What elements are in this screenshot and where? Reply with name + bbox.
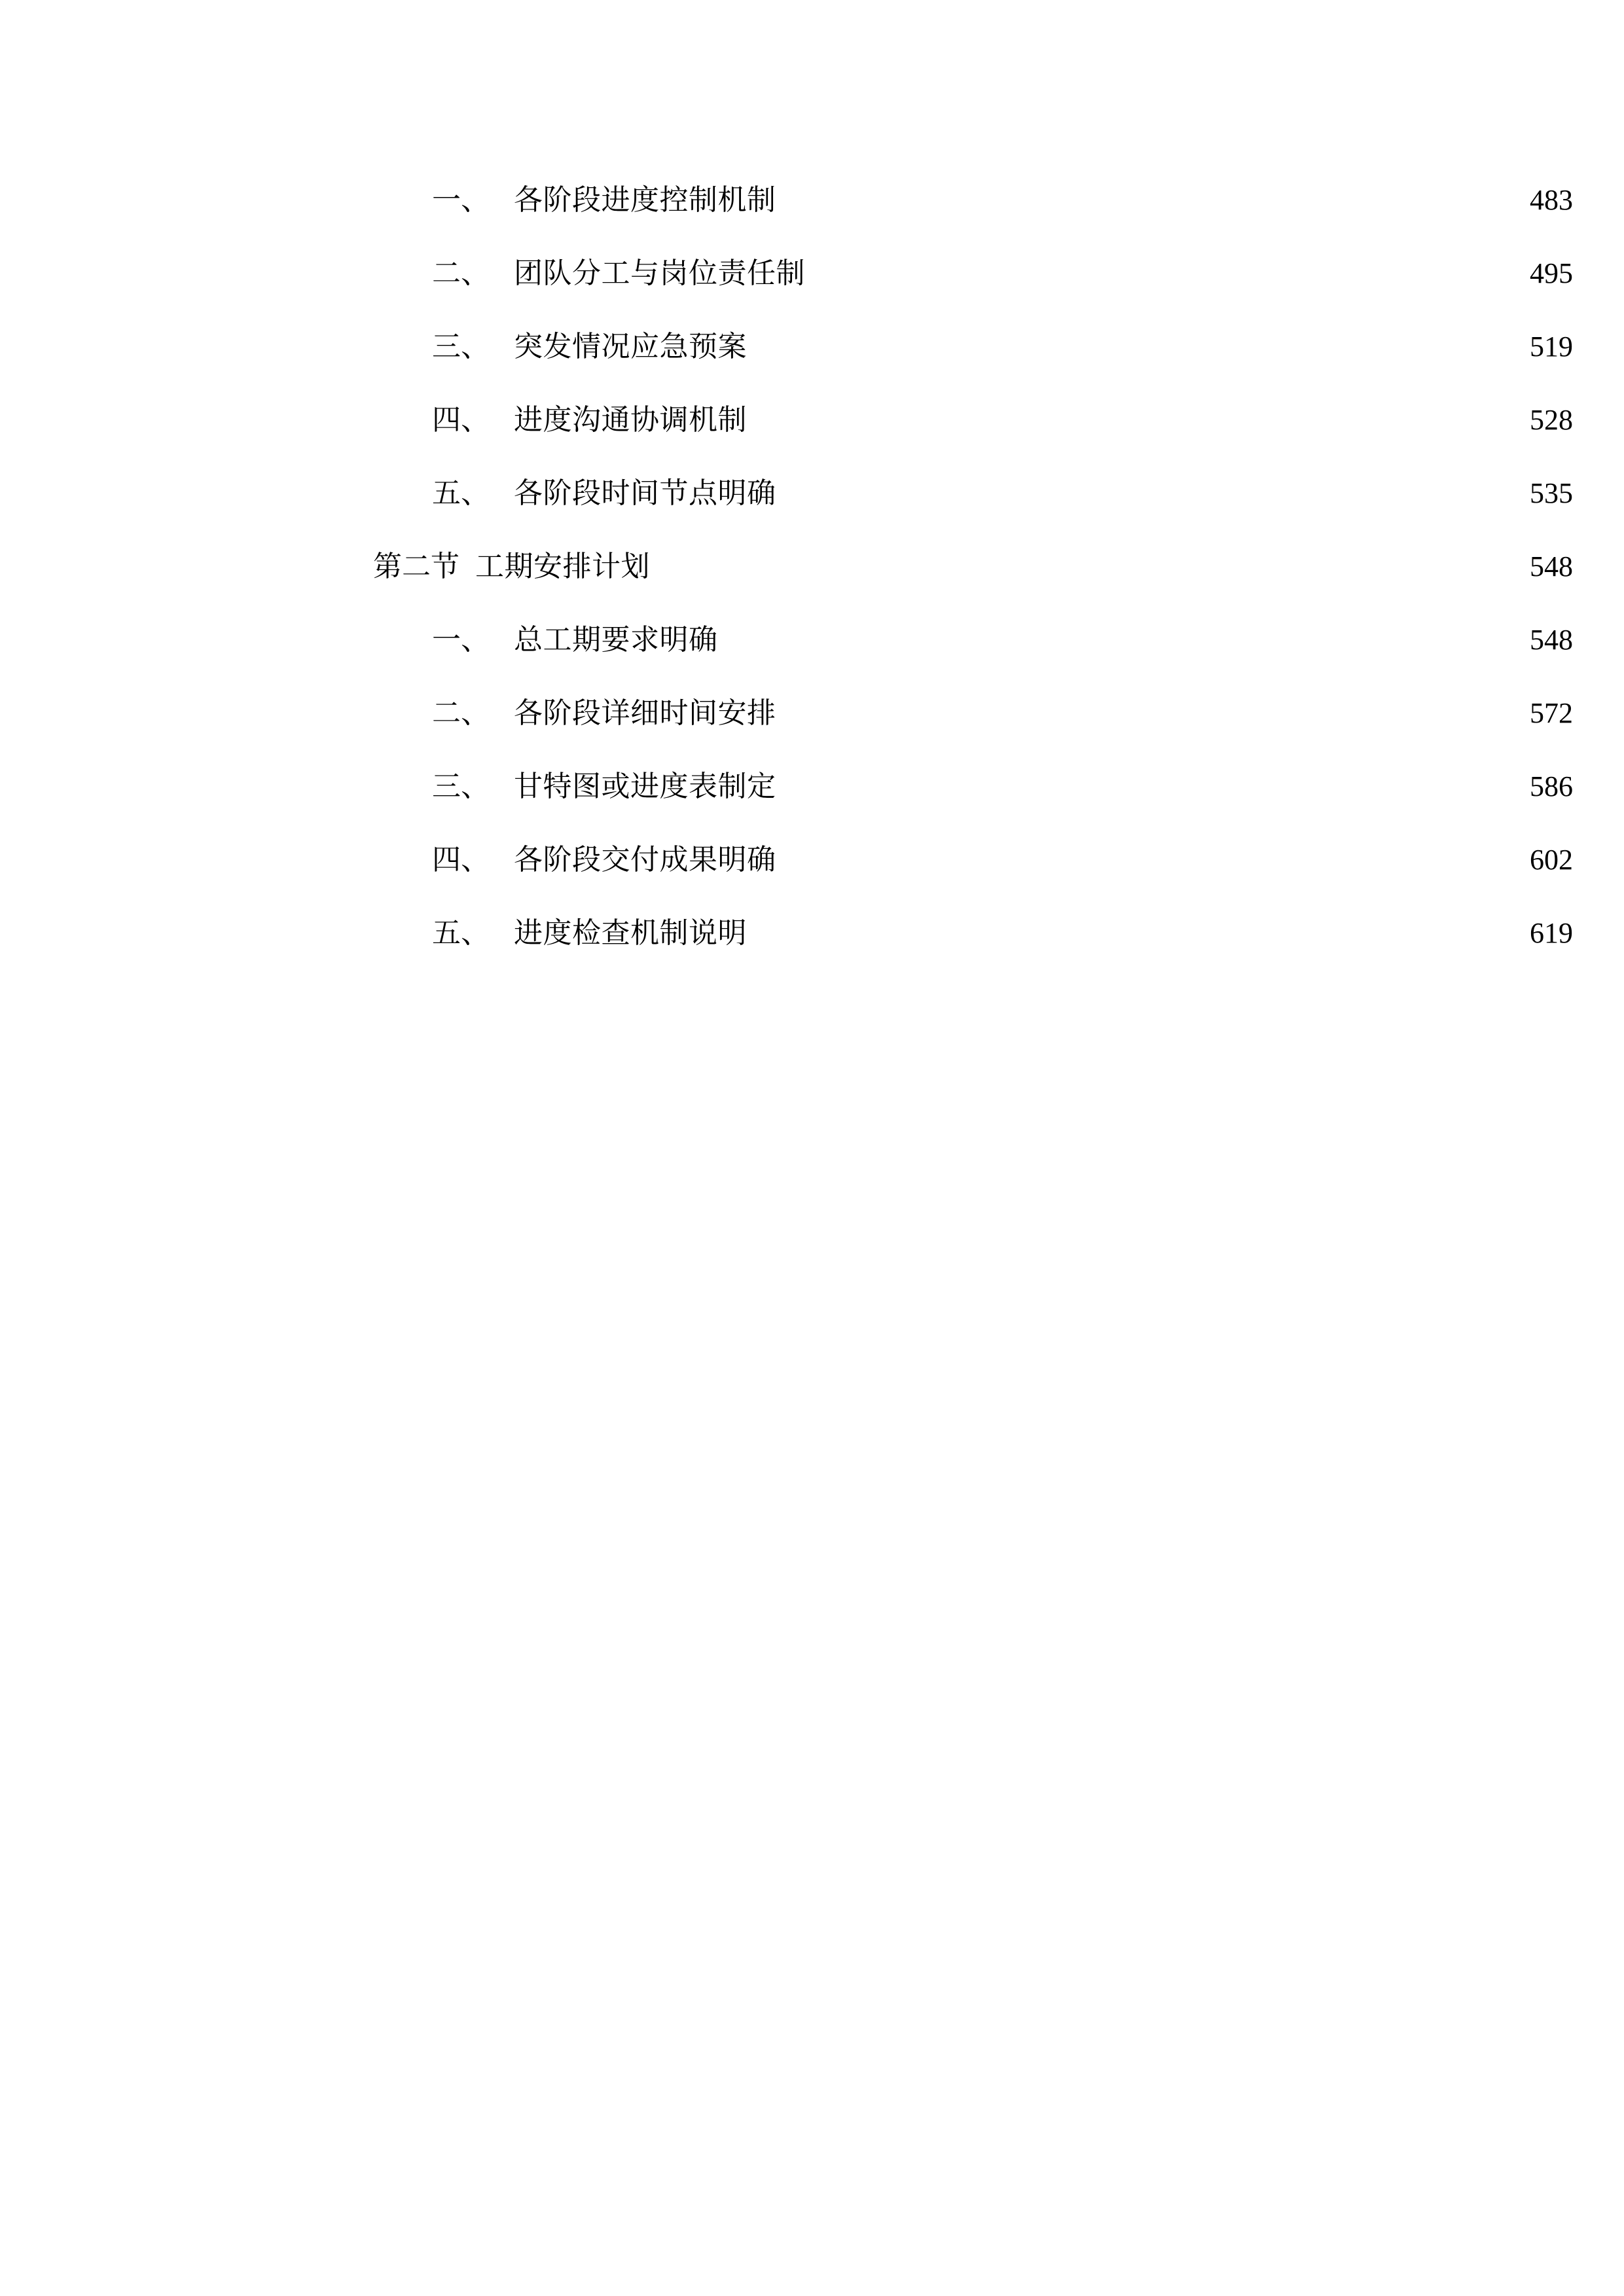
toc-leader-dots [782, 767, 1492, 796]
toc-leader-dots [752, 914, 1492, 942]
toc-entry-label: 各阶段进度控制机制 [514, 184, 776, 216]
toc-section-label: 工期安排计划 [475, 550, 650, 583]
toc-entry-page: 548 [1530, 550, 1573, 583]
toc-entry-page: 586 [1530, 770, 1573, 802]
toc-entry[interactable] [0, 457, 1624, 530]
toc-entry-number: 一、 [432, 624, 490, 656]
toc-entry[interactable] [0, 384, 1624, 457]
toc-entry-page: 572 [1530, 697, 1573, 729]
toc-entry[interactable] [0, 237, 1624, 310]
toc-entry-label: 进度沟通协调机制 [514, 404, 747, 436]
toc-entry[interactable] [0, 677, 1624, 750]
toc-entry-number: 二、 [432, 257, 490, 289]
toc-entry-number: 三、 [432, 331, 490, 363]
toc-leader-dots [752, 327, 1492, 356]
toc-entry[interactable] [0, 750, 1624, 823]
toc-entry[interactable] [0, 603, 1624, 677]
toc-entry-number: 五、 [432, 477, 490, 509]
toc-entry[interactable] [0, 310, 1624, 384]
toc-entry-section[interactable] [0, 530, 1624, 603]
toc-entry-number: 二、 [432, 697, 490, 729]
toc-entry-number: 四、 [432, 404, 490, 436]
toc-entry-label: 各阶段时间节点明确 [514, 477, 776, 509]
toc-entry-label: 突发情况应急预案 [514, 331, 747, 363]
toc-entry-page: 519 [1530, 331, 1573, 363]
toc-entry-number: 三、 [432, 770, 490, 802]
toc-entry-number: 五、 [432, 917, 490, 949]
toc-entry-label: 各阶段详细时间安排 [514, 697, 776, 729]
toc-entry[interactable] [0, 897, 1624, 970]
toc-leader-dots [782, 181, 1492, 209]
toc-entry-number: 一、 [432, 184, 490, 216]
toc-entry-label: 甘特图或进度表制定 [514, 770, 776, 802]
toc-entry-page: 602 [1530, 844, 1573, 876]
toc-entry-label: 团队分工与岗位责任制 [514, 257, 805, 289]
toc-entry-label: 各阶段交付成果明确 [514, 844, 776, 876]
toc-entry-page: 619 [1530, 917, 1573, 949]
toc-entry-label: 总工期要求明确 [514, 624, 718, 656]
toc-entry-page: 483 [1530, 184, 1573, 216]
toc-leader-dots [810, 254, 1492, 283]
toc-entry-label: 进度检查机制说明 [514, 917, 747, 949]
toc-entry-page: 535 [1530, 477, 1573, 509]
toc-section-number: 第二节 [373, 550, 460, 583]
table-of-contents [0, 164, 1624, 970]
toc-leader-dots [655, 547, 1492, 576]
toc-leader-dots [782, 474, 1492, 503]
toc-leader-dots [752, 401, 1492, 429]
toc-leader-dots [782, 694, 1492, 723]
toc-entry-page: 548 [1530, 624, 1573, 656]
toc-leader-dots [782, 840, 1492, 869]
toc-entry-page: 528 [1530, 404, 1573, 436]
toc-entry[interactable] [0, 823, 1624, 897]
toc-entry[interactable] [0, 164, 1624, 237]
toc-entry-number: 四、 [432, 844, 490, 876]
toc-entry-page: 495 [1530, 257, 1573, 289]
toc-leader-dots [723, 620, 1492, 649]
